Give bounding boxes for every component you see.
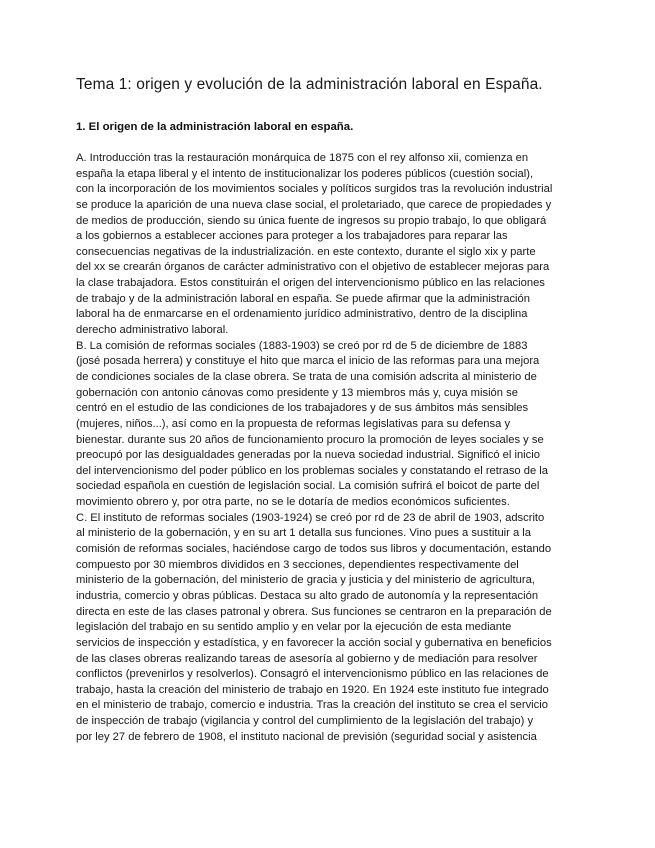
text-line: sociedad española en cuestión de legislación social. La comisión sufrirá el boicot de parte del [76,480,540,493]
text-line: de inspección de trabajo (vigilancia y control del cumplimiento de la legislación del trabajo) y [76,715,534,728]
text-line: a los gobiernos a establecer acciones para proteger a los trabajadores para reparar las [76,230,508,243]
text-line: directa en este de las clases patronal y obrera. Sus funciones se centraron en la preparación de [76,605,552,618]
text-line: ministerio de la gobernación, del ministerio de gracia y justicia y del ministerio de agricultura, [76,574,535,587]
text-line: trabajo, hasta la creación del ministerio de trabajo en 1920. En 1924 este instituto fue integrado [76,683,549,696]
text-line: comisión de reformas sociales, haciéndose cargo de todos sus libros y documentación, estando [76,543,552,556]
document-title: Tema 1: origen y evolución de la administración laboral en España. [76,76,543,93]
text-line: del intervencionismo del poder público en los problemas sociales y constatando el retraso de la [76,464,549,477]
text-line: C. El instituto de reformas sociales (1903-1924) se creó por rd de 23 de abril de 1903, adscrito [76,511,545,524]
text-line: de condiciones sociales de la clase obrera. Se trata de una comisión adscrita al ministerio de [76,370,537,383]
text-line: la clase trabajadora. Estos constituirán el origen del intervencionismo público en las relaciones [76,277,545,290]
body-text [76,151,596,745]
text-line: movimiento obrero y, por otra parte, no se le dotaría de medios económicos suficientes. [76,496,510,509]
text-line: A. Introducción tras la restauración monárquica de 1875 con el rey alfonso xii, comienza en [76,152,529,164]
text-line: preocupó por las desigualdades generadas por la nueva sociedad industrial. Significó el inicio [76,449,540,462]
section-heading: 1. El origen de la administración laboral en españa. [76,121,354,133]
text-line: con la incorporación de los movimientos sociales y políticos surgidos tras la revolución industrial [76,183,553,196]
text-line: legislación del trabajo en su sentido amplio y en velar por la ejecución de esta mediante [76,621,512,634]
text-line: laboral ha de enmarcarse en el ordenamiento jurídico administrativo, dentro de la disciplina [76,308,528,321]
text-line: (josé posada herrera) y constituye el hito que marca el inicio de las reformas para una mejora [76,355,540,368]
text-line: al ministerio de la gobernación, y en su art 1 detalla sus funciones. Vino pues a sustituir a la [76,527,532,540]
text-line: B. La comisión de reformas sociales (1883-1903) se creó por rd de 5 de diciembre de 1883 [76,339,528,352]
text-line: compuesto por 30 miembros divididos en 3 secciones, dependientes respectivamente del [76,558,519,571]
text-line: de trabajo y de la administración laboral en españa. Se puede afirmar que la administración [76,292,530,305]
text-line: (mujeres, niños...), así como en la propuesta de reformas legislativas para su defensa y [76,417,511,430]
text-line: de las clases obreras realizando tareas de asesoría al gobierno y de mediación para resolver [76,652,538,665]
text-line: por ley 27 de febrero de 1908, el instituto nacional de previsión (seguridad social y asistencia [76,730,537,743]
text-line: centró en el estudio de las condiciones de los trabajadores y de sus ámbitos más sensibles [76,402,529,415]
text-line: industria, comercio y obras públicas. Destaca su alto grado de autonomía y la representación [76,589,539,602]
text-line: consecuencias negativas de la industrialización. en este contexto, durante el siglo xix y parte [76,245,536,258]
text-line: gobernación con antonio cánovas como presidente y 13 miembros más y, cuya misión se [76,386,518,399]
text-line: servicios de inspección y estadística, y en favorecer la acción social y gubernativa en beneficios [76,636,552,649]
text-line: de medios de producción, siendo su única fuente de ingresos su propio trabajo, lo que obligará [76,214,547,227]
text-line: derecho administrativo laboral. [76,324,229,337]
text-line: españa la etapa liberal y el intento de institucionalizar los poderes públicos (cuestión social), [76,167,534,180]
text-line: bienestar. durante sus 20 años de funcionamiento procuro la promoción de leyes sociales y se [76,433,544,446]
text-line: se produce la aparición de una nueva clase social, el proletariado, que carece de propiedades y [76,198,552,211]
text-line: del xx se crearán órganos de carácter administrativo con el objetivo de establecer mejoras para [76,261,550,274]
text-line: en el ministerio de trabajo, comercio e industria. Tras la creación del instituto se crea el servicio [76,699,548,712]
text-line: conflictos (prevenirlos y resolverlos). Consagró el intervencionismo público en las relaciones de [76,668,549,681]
